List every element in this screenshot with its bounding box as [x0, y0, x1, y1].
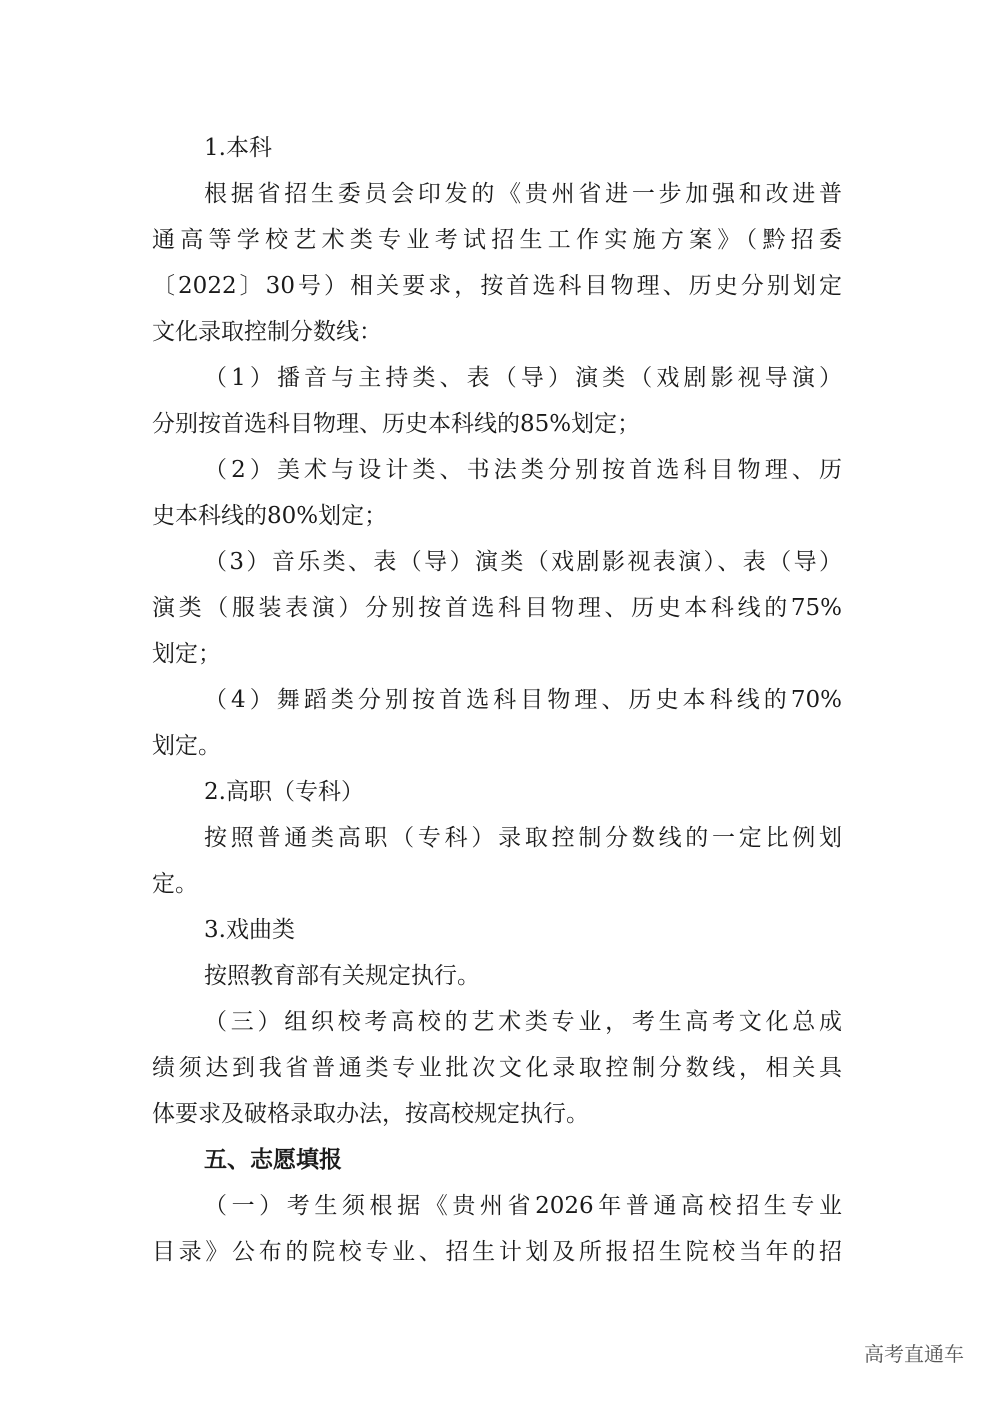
section-heading-opera: 3.戏曲类 [204, 917, 295, 943]
paragraph-line: 根据省招生委员会印发的《贵州省进一步加强和改进普 [204, 181, 842, 207]
paragraph-line: 文化录取控制分数线： [152, 319, 382, 345]
list-item-line: （3）音乐类、表（导）演类（戏剧影视表演）、表（导） [204, 549, 842, 575]
paragraph-line: 体要求及破格录取办法，按高校规定执行。 [152, 1101, 589, 1127]
paragraph-line: 按照教育部有关规定执行。 [204, 963, 480, 989]
list-item-line: 划定； [152, 641, 221, 667]
paragraph-line: 〔2022〕30号）相关要求，按首选科目物理、历史分别划定 [152, 273, 842, 299]
watermark-text: 高考直通车 [864, 1342, 964, 1366]
list-item-line: （1）播音与主持类、表（导）演类（戏剧影视导演） [204, 365, 842, 391]
paragraph-line: （三）组织校考高校的艺术类专业，考生高考文化总成 [204, 1009, 842, 1035]
list-item-line: （2）美术与设计类、书法类分别按首选科目物理、历 [204, 457, 842, 483]
list-item-line: 划定。 [152, 733, 221, 759]
section-heading-application: 五、志愿填报 [204, 1147, 342, 1173]
paragraph-line: 按照普通类高职（专科）录取控制分数线的一定比例划 [204, 825, 842, 851]
list-item-line: 分别按首选科目物理、历史本科线的85%划定； [152, 411, 641, 437]
paragraph-line: 绩须达到我省普通类专业批次文化录取控制分数线，相关具 [152, 1055, 842, 1081]
section-heading-undergraduate: 1.本科 [204, 135, 272, 161]
list-item-line: 史本科线的80%划定； [152, 503, 388, 529]
list-item-line: 演类（服装表演）分别按首选科目物理、历史本科线的75% [152, 595, 842, 621]
paragraph-line: 定。 [152, 871, 198, 897]
paragraph-line: （一）考生须根据《贵州省2026年普通高校招生专业 [204, 1193, 842, 1219]
document-body [152, 125, 842, 1275]
section-heading-vocational: 2.高职（专科） [204, 779, 364, 805]
paragraph-line: 通高等学校艺术类专业考试招生工作实施方案》（黔招委 [152, 227, 842, 253]
paragraph-line: 目录》公布的院校专业、招生计划及所报招生院校当年的招 [152, 1239, 842, 1265]
list-item-line: （4）舞蹈类分别按首选科目物理、历史本科线的70% [204, 687, 842, 713]
